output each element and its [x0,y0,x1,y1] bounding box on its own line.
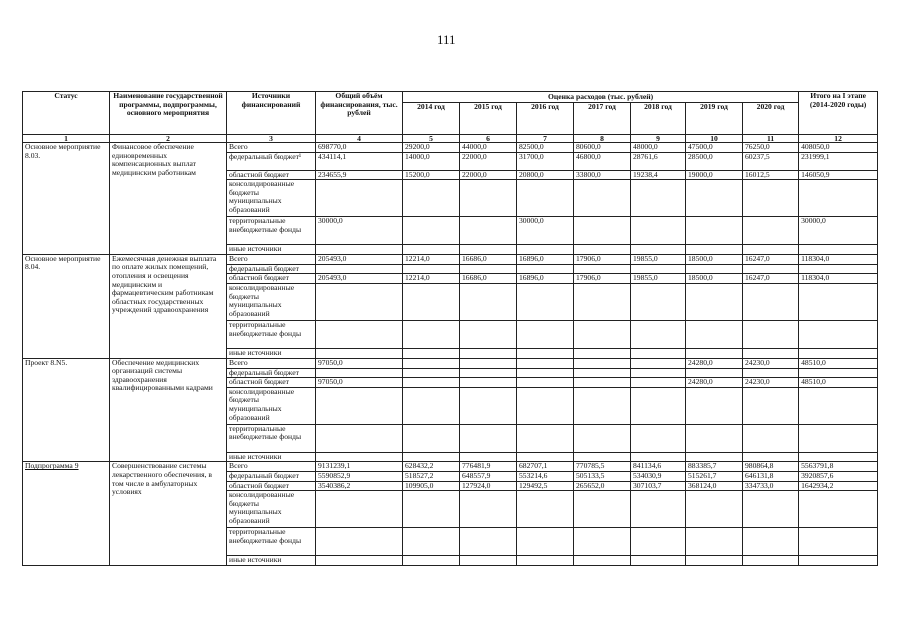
year-value-cell [460,491,517,528]
year-value-cell [517,283,574,320]
source-cell: иные источники [227,348,316,358]
year-value-cell [574,368,631,378]
year-value-cell: 24280,0 [686,378,743,388]
table-row [23,254,878,264]
year-value-cell: 518527,2 [403,471,460,481]
year-value-cell: 16896,0 [517,254,574,264]
year-value-cell: 33800,0 [574,170,631,180]
total-cell [316,491,403,528]
column-index: 10 [686,135,743,143]
stage-total-cell [799,245,878,255]
year-value-cell: 24280,0 [686,358,743,368]
year-value-cell [574,491,631,528]
stage-total-cell: 146050,9 [799,170,878,180]
source-cell: федеральный бюджет [227,368,316,378]
column-index: 11 [743,135,799,143]
year-value-cell [686,387,743,424]
header-year: 2016 год [517,103,574,135]
stage-total-cell [799,283,878,320]
year-value-cell [517,387,574,424]
status-cell: Подпрограмма 9 [23,462,110,565]
year-value-cell [631,358,686,368]
year-value-cell: 682707,1 [517,462,574,472]
year-value-cell [403,491,460,528]
year-value-cell [631,378,686,388]
year-value-cell [743,180,799,217]
year-value-cell: 505133,5 [574,471,631,481]
year-value-cell: 553214,6 [517,471,574,481]
status-cell: Основное мероприятие 8.03. [23,143,110,255]
year-value-cell: 127924,0 [460,481,517,491]
year-value-cell [686,556,743,566]
year-value-cell [686,283,743,320]
year-value-cell [460,283,517,320]
year-value-cell [403,358,460,368]
year-value-cell: 515261,7 [686,471,743,481]
year-value-cell: 22000,0 [460,170,517,180]
year-value-cell [460,348,517,358]
year-value-cell: 14000,0 [403,152,460,170]
header-year: 2018 год [631,103,686,135]
table-row [23,358,878,368]
year-value-cell: 44000,0 [460,143,517,153]
year-value-cell [631,424,686,452]
header-source: Источники финансирований [227,92,316,135]
year-value-cell [743,348,799,358]
year-value-cell [743,387,799,424]
year-value-cell [574,452,631,462]
year-value-cell [403,348,460,358]
year-value-cell [743,424,799,452]
year-value-cell [631,452,686,462]
year-value-cell [460,264,517,274]
source-cell: областной бюджет [227,378,316,388]
year-value-cell: 31700,0 [517,152,574,170]
year-value-cell: 18500,0 [686,254,743,264]
year-value-cell [403,245,460,255]
column-index: 7 [517,135,574,143]
year-value-cell [517,348,574,358]
year-value-cell: 19000,0 [686,170,743,180]
program-name-cell: Финансовое обеспечение единовременных компенсационных выплат медицинским работникам [110,143,227,255]
budget-table [22,91,878,566]
year-value-cell [631,264,686,274]
stage-total-cell: 30000,0 [799,217,878,245]
stage-total-cell: 231999,1 [799,152,878,170]
year-value-cell: 841134,6 [631,462,686,472]
year-value-cell [743,368,799,378]
year-value-cell: 368124,0 [686,481,743,491]
column-index: 4 [316,135,403,143]
total-cell: 698770,0 [316,143,403,153]
total-cell [316,264,403,274]
year-value-cell [574,348,631,358]
total-cell: 30000,0 [316,217,403,245]
year-value-cell: 76250,0 [743,143,799,153]
year-value-cell [574,264,631,274]
source-cell: консолидированные бюджеты муниципальных образований [227,491,316,528]
year-value-cell [631,245,686,255]
year-value-cell [403,180,460,217]
stage-total-cell [799,491,878,528]
year-value-cell [517,180,574,217]
total-cell [316,348,403,358]
year-value-cell: 17906,0 [574,274,631,284]
year-value-cell: 19855,0 [631,274,686,284]
year-value-cell [517,245,574,255]
year-value-cell [631,180,686,217]
stage-total-cell [799,264,878,274]
year-value-cell [403,217,460,245]
total-cell: 97050,0 [316,378,403,388]
year-value-cell [574,320,631,348]
stage-total-cell: 1642934,2 [799,481,878,491]
year-value-cell: 883385,7 [686,462,743,472]
total-cell [316,452,403,462]
header-stage-total: Итого на I этапе (2014-2020 годы) [799,92,878,135]
year-value-cell [403,320,460,348]
source-cell: областной бюджет [227,274,316,284]
column-index: 8 [574,135,631,143]
year-value-cell [460,452,517,462]
year-value-cell: 16247,0 [743,254,799,264]
year-value-cell [686,368,743,378]
stage-total-cell [799,556,878,566]
source-cell: территориальные внебюджетные фонды [227,320,316,348]
year-value-cell [743,491,799,528]
program-name-cell: Совершенствование системы лекарственного обеспечения, в том числе в амбулаторных условиях [110,462,227,565]
year-value-cell: 16896,0 [517,274,574,284]
year-value-cell [517,320,574,348]
year-value-cell: 82500,0 [517,143,574,153]
total-cell [316,320,403,348]
year-value-cell [631,283,686,320]
year-value-cell: 47500,0 [686,143,743,153]
year-value-cell [460,180,517,217]
year-value-cell [631,528,686,556]
year-value-cell: 265652,0 [574,481,631,491]
year-value-cell [517,424,574,452]
source-cell: консолидированные бюджеты муниципальных образований [227,180,316,217]
year-value-cell [574,180,631,217]
year-value-cell [686,424,743,452]
column-index: 1 [23,135,110,143]
source-cell: областной бюджет [227,170,316,180]
year-value-cell [631,217,686,245]
total-cell [316,528,403,556]
stage-total-cell: 118304,0 [799,254,878,264]
year-value-cell: 28761,6 [631,152,686,170]
stage-total-cell: 5563791,8 [799,462,878,472]
year-value-cell: 15200,0 [403,170,460,180]
total-cell [316,424,403,452]
year-value-cell [517,556,574,566]
source-cell: федеральный бюджет [227,264,316,274]
stage-total-cell: 408050,0 [799,143,878,153]
source-cell: Всего [227,462,316,472]
year-value-cell [631,320,686,348]
year-value-cell: 24230,0 [743,378,799,388]
year-value-cell: 628432,2 [403,462,460,472]
source-cell: иные источники [227,452,316,462]
year-value-cell: 29200,0 [403,143,460,153]
year-value-cell: 20800,0 [517,170,574,180]
column-index: 6 [460,135,517,143]
header-status: Статус [23,92,110,135]
header-year: 2019 год [686,103,743,135]
stage-total-cell [799,528,878,556]
year-value-cell [460,378,517,388]
header-year: 2017 год [574,103,631,135]
year-value-cell [460,528,517,556]
source-cell: Всего [227,358,316,368]
year-value-cell: 648557,9 [460,471,517,481]
source-cell: консолидированные бюджеты муниципальных образований [227,387,316,424]
year-value-cell [403,378,460,388]
year-value-cell [574,387,631,424]
year-value-cell: 60237,5 [743,152,799,170]
year-value-cell [574,528,631,556]
year-value-cell: 334733,0 [743,481,799,491]
year-value-cell: 109905,0 [403,481,460,491]
column-index: 5 [403,135,460,143]
stage-total-cell [799,387,878,424]
year-value-cell [686,245,743,255]
column-index: 12 [799,135,878,143]
year-value-cell [460,368,517,378]
year-value-cell: 16686,0 [460,274,517,284]
year-value-cell: 80600,0 [574,143,631,153]
source-cell: Всего [227,143,316,153]
year-value-cell: 16686,0 [460,254,517,264]
year-value-cell [403,264,460,274]
year-value-cell [574,245,631,255]
source-cell: иные источники [227,556,316,566]
total-cell [316,556,403,566]
year-value-cell [686,180,743,217]
header-year: 2020 год [743,103,799,135]
column-index: 2 [110,135,227,143]
year-value-cell [631,556,686,566]
year-value-cell: 18500,0 [686,274,743,284]
year-value-cell [460,320,517,348]
source-cell: иные источники [227,245,316,255]
year-value-cell: 307103,7 [631,481,686,491]
year-value-cell [686,348,743,358]
year-value-cell: 776481,9 [460,462,517,472]
source-cell: территориальные внебюджетные фонды [227,217,316,245]
year-value-cell [686,528,743,556]
year-value-cell [517,358,574,368]
year-value-cell [743,528,799,556]
year-value-cell: 770785,5 [574,462,631,472]
year-value-cell [574,358,631,368]
year-value-cell [743,452,799,462]
year-value-cell: 17906,0 [574,254,631,264]
year-value-cell [686,491,743,528]
year-value-cell [517,528,574,556]
year-value-cell [517,491,574,528]
total-cell [316,245,403,255]
total-cell: 3540386,2 [316,481,403,491]
stage-total-cell: 48510,0 [799,378,878,388]
total-cell [316,180,403,217]
total-cell: 205493,0 [316,254,403,264]
year-value-cell [574,283,631,320]
year-value-cell [574,378,631,388]
year-value-cell [403,556,460,566]
year-value-cell [631,491,686,528]
year-value-cell [743,264,799,274]
total-cell: 97050,0 [316,358,403,368]
year-value-cell [743,245,799,255]
year-value-cell: 980864,8 [743,462,799,472]
year-value-cell [743,283,799,320]
total-cell: 234655,9 [316,170,403,180]
year-value-cell [460,424,517,452]
program-name-cell: Ежемесячная денежная выплата по оплате жилых помещений, отопления и освещения медицинским и фармацевтическим работникам областных государственных учреждений здравоохранения [110,254,227,358]
year-value-cell: 534030,9 [631,471,686,481]
year-value-cell [631,387,686,424]
year-value-cell: 646131,8 [743,471,799,481]
year-value-cell [517,368,574,378]
stage-total-cell [799,320,878,348]
total-cell [316,368,403,378]
stage-total-cell: 48510,0 [799,358,878,368]
year-value-cell [574,424,631,452]
year-value-cell: 48000,0 [631,143,686,153]
year-value-cell [517,378,574,388]
year-value-cell [403,424,460,452]
year-value-cell: 24230,0 [743,358,799,368]
stage-total-cell [799,452,878,462]
header-total: Общий объём финансирования, тыс. рублей [316,92,403,135]
year-value-cell [403,368,460,378]
year-value-cell: 28500,0 [686,152,743,170]
column-index: 9 [631,135,686,143]
year-value-cell [460,245,517,255]
year-value-cell: 129492,5 [517,481,574,491]
header-year: 2015 год [460,103,517,135]
year-value-cell: 22000,0 [460,152,517,170]
year-value-cell [403,528,460,556]
year-value-cell [574,217,631,245]
stage-total-cell [799,368,878,378]
stage-total-cell: 118304,0 [799,274,878,284]
program-name-cell: Обеспечение медицинских организаций системы здравоохранения квалифицированными кадрами [110,358,227,462]
year-value-cell: 19855,0 [631,254,686,264]
stage-total-cell [799,348,878,358]
header-year: 2014 год [403,103,460,135]
status-cell: Проект 8.N5. [23,358,110,462]
year-value-cell: 30000,0 [517,217,574,245]
year-value-cell [631,368,686,378]
stage-total-cell [799,180,878,217]
total-cell [316,387,403,424]
year-value-cell [403,452,460,462]
year-value-cell [460,387,517,424]
year-value-cell [686,217,743,245]
year-value-cell [517,264,574,274]
total-cell: 434114,1 [316,152,403,170]
year-value-cell [517,452,574,462]
status-cell: Основное мероприятие 8.04. [23,254,110,358]
year-value-cell: 19238,4 [631,170,686,180]
source-cell: Всего [227,254,316,264]
page-number: 111 [437,32,456,47]
header-estimate: Оценка расходов (тыс. рублей) [403,92,799,103]
year-value-cell [743,320,799,348]
source-cell: федеральный бюджет [227,471,316,481]
year-value-cell [403,387,460,424]
year-value-cell [403,283,460,320]
year-value-cell [574,556,631,566]
source-cell: территориальные внебюджетные фонды [227,424,316,452]
year-value-cell: 46800,0 [574,152,631,170]
stage-total-cell [799,424,878,452]
year-value-cell [686,320,743,348]
source-cell: территориальные внебюджетные фонды [227,528,316,556]
table-row [23,462,878,472]
year-value-cell: 16012,5 [743,170,799,180]
year-value-cell [460,358,517,368]
year-value-cell [460,556,517,566]
source-cell: консолидированные бюджеты муниципальных образований [227,283,316,320]
year-value-cell [631,348,686,358]
table-row [23,143,878,153]
total-cell: 9131239,1 [316,462,403,472]
year-value-cell [460,217,517,245]
year-value-cell: 16247,0 [743,274,799,284]
year-value-cell [743,556,799,566]
total-cell: 5590852,9 [316,471,403,481]
header-name: Наименование государственной программы, подпрограммы, основного мероприятия [110,92,227,135]
source-cell: федеральный бюджет¹ [227,152,316,170]
year-value-cell [743,217,799,245]
total-cell: 205493,0 [316,274,403,284]
column-index: 3 [227,135,316,143]
year-value-cell: 12214,0 [403,254,460,264]
total-cell [316,283,403,320]
year-value-cell [686,264,743,274]
year-value-cell: 12214,0 [403,274,460,284]
year-value-cell [686,452,743,462]
source-cell: областной бюджет [227,481,316,491]
stage-total-cell: 3920857,6 [799,471,878,481]
